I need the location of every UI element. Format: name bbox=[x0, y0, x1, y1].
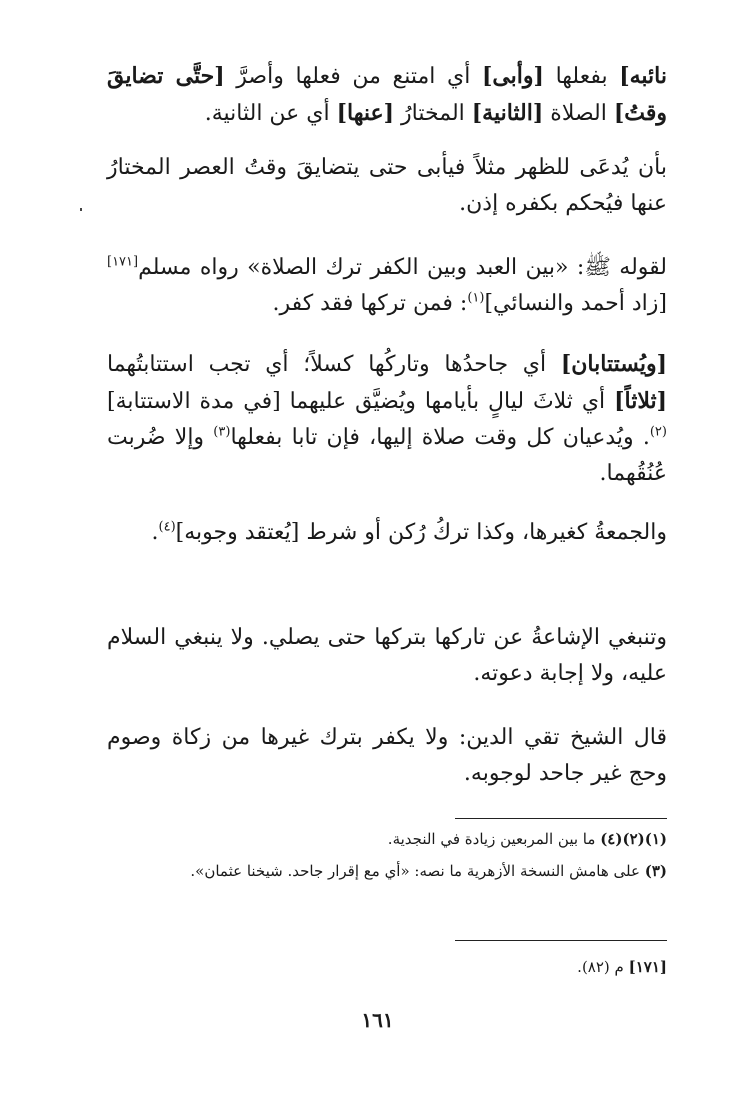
bracket-term: نائبه] bbox=[619, 63, 667, 89]
bracket-term: [عنها] bbox=[336, 100, 395, 126]
bracket-term: [ثلاثاً] bbox=[614, 388, 667, 414]
paragraph-2: بأن يُدعَى للظهر مثلاً فيأبى حتى يتضايقَ وقتُ العصر المختارُ عنها فيُحكم بكفره إذن. bbox=[107, 155, 667, 216]
text-run: أي عن الثانية. bbox=[204, 101, 337, 126]
text-run: [زاد أحمد والنسائي] bbox=[484, 291, 667, 316]
reference-text: م (٨٢). bbox=[577, 958, 629, 976]
text-run: بفعلها bbox=[543, 64, 620, 89]
page-number: ١٦١ bbox=[361, 1008, 394, 1032]
footnote-mark: (٣) bbox=[644, 862, 667, 880]
paragraph-3 bbox=[107, 250, 667, 322]
text-run: وإلا ضُربت عُنُقُهما. bbox=[107, 425, 667, 486]
paragraph-1 bbox=[107, 58, 667, 132]
bracket-term: [الثانية] bbox=[471, 100, 544, 126]
paragraph-4 bbox=[107, 346, 667, 492]
bracket-term: [حتَّى تضايقَ وقتُ] bbox=[107, 63, 667, 126]
footnote-text: على هامش النسخة الأزهرية ما نصه: «أي مع إقرار جاحد. شيخنا عثمان». bbox=[190, 862, 645, 880]
footnote-1 bbox=[107, 826, 667, 852]
text-run: والجمعةُ كغيرها، وكذا تركُ رُكن أو شرط [يُعتقد وجوبه] bbox=[175, 520, 667, 545]
footnote-mark: (١)(٢)(٤) bbox=[600, 830, 667, 848]
reference-mark: [١٧١] bbox=[628, 958, 667, 976]
hadith-reference: [١٧١] bbox=[107, 254, 139, 270]
bracket-term: [ويُستتابان] bbox=[560, 351, 667, 377]
footnote-reference: (٢) bbox=[649, 424, 667, 440]
text-run: لقوله ﷺ: «بين العبد وبين الكفر ترك الصلاة» رواه مسلم bbox=[138, 255, 667, 280]
paragraph-5 bbox=[107, 515, 667, 551]
footnote-reference: (٤) bbox=[158, 519, 176, 535]
scan-speck bbox=[80, 208, 82, 211]
footnote-text: ما بين المربعين زيادة في النجدية. bbox=[387, 830, 601, 848]
bracket-term: [وأبى] bbox=[481, 63, 544, 89]
paragraph-7: قال الشيخ تقي الدين: ولا يكفر بترك غيرها من زكاة وصوم وحج غير جاحد لوجوبه. bbox=[107, 725, 667, 786]
text-run: أي جاحدُها وتاركُها كسلاً؛ أي تجب استتابتُهما bbox=[107, 352, 561, 377]
reference-note bbox=[107, 954, 667, 980]
text-run: : فمن تركها فقد كفر. bbox=[272, 291, 468, 316]
footnote-reference: (٣) bbox=[213, 424, 231, 440]
text-run: الصلاة bbox=[543, 101, 614, 126]
text-run: أي ثلاثَ ليالٍ بأيامها ويُضيَّق عليهما [في مدة الاستتابة] bbox=[107, 389, 615, 414]
text-run: . ويُدعيان كل وقت صلاة إليها، فإن تابا بفعلها bbox=[230, 425, 650, 450]
paragraph-6: وتنبغي الإشاعةُ عن تاركها بتركها حتى يصلي. ولا ينبغي السلام عليه، ولا إجابة دعوته. bbox=[107, 625, 667, 686]
reference-divider bbox=[455, 940, 667, 941]
text-run: . bbox=[151, 520, 159, 545]
footnote-divider bbox=[455, 818, 667, 819]
footnote-2 bbox=[107, 858, 667, 884]
text-run: المختارُ bbox=[394, 101, 472, 126]
footnote-reference: (١) bbox=[467, 290, 485, 306]
text-run: أي امتنع من فعلها وأصرَّ bbox=[224, 64, 482, 89]
